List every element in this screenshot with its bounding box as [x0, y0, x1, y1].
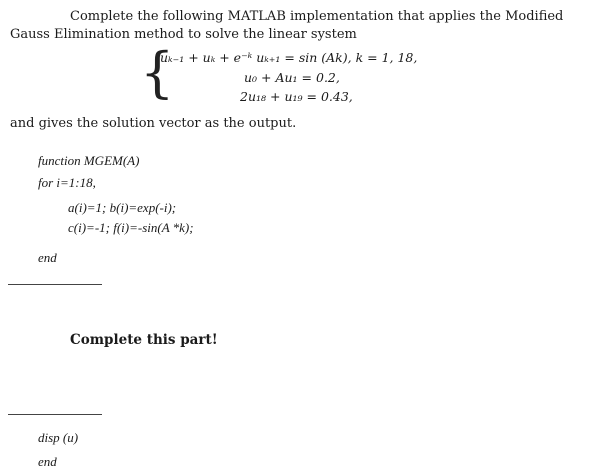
intro-after: and gives the solution vector as the output.	[10, 116, 297, 131]
intro-line-1: Complete the following MATLAB implementation that applies the Modified	[70, 9, 564, 24]
code-final-end-line: end	[38, 454, 57, 469]
code-disp-line: disp (u)	[38, 430, 79, 445]
divider-bottom	[8, 414, 102, 415]
complete-this-part-label: Complete this part!	[70, 332, 218, 348]
code-end-line: end	[38, 250, 57, 265]
code-function-line: function MGEM(A)	[38, 153, 140, 168]
code-ab-line: a(i)=1; b(i)=exp(-i);	[68, 200, 177, 215]
code-for-line: for i=1:18,	[38, 175, 96, 190]
intro-line-2: Gauss Elimination method to solve the linear system	[10, 27, 357, 42]
equation-1: uₖ₋₁ + uₖ + e⁻ᵏ uₖ₊₁ = sin (Ak), k = 1, 18,	[160, 50, 418, 65]
equation-3: 2u₁₈ + u₁₉ = 0.43,	[240, 89, 353, 104]
code-cf-line: c(i)=-1; f(i)=-sin(A *k);	[68, 220, 194, 235]
system-brace: {	[140, 41, 175, 104]
equation-2: u₀ + Au₁ = 0.2,	[244, 70, 340, 85]
divider-top	[8, 284, 102, 285]
